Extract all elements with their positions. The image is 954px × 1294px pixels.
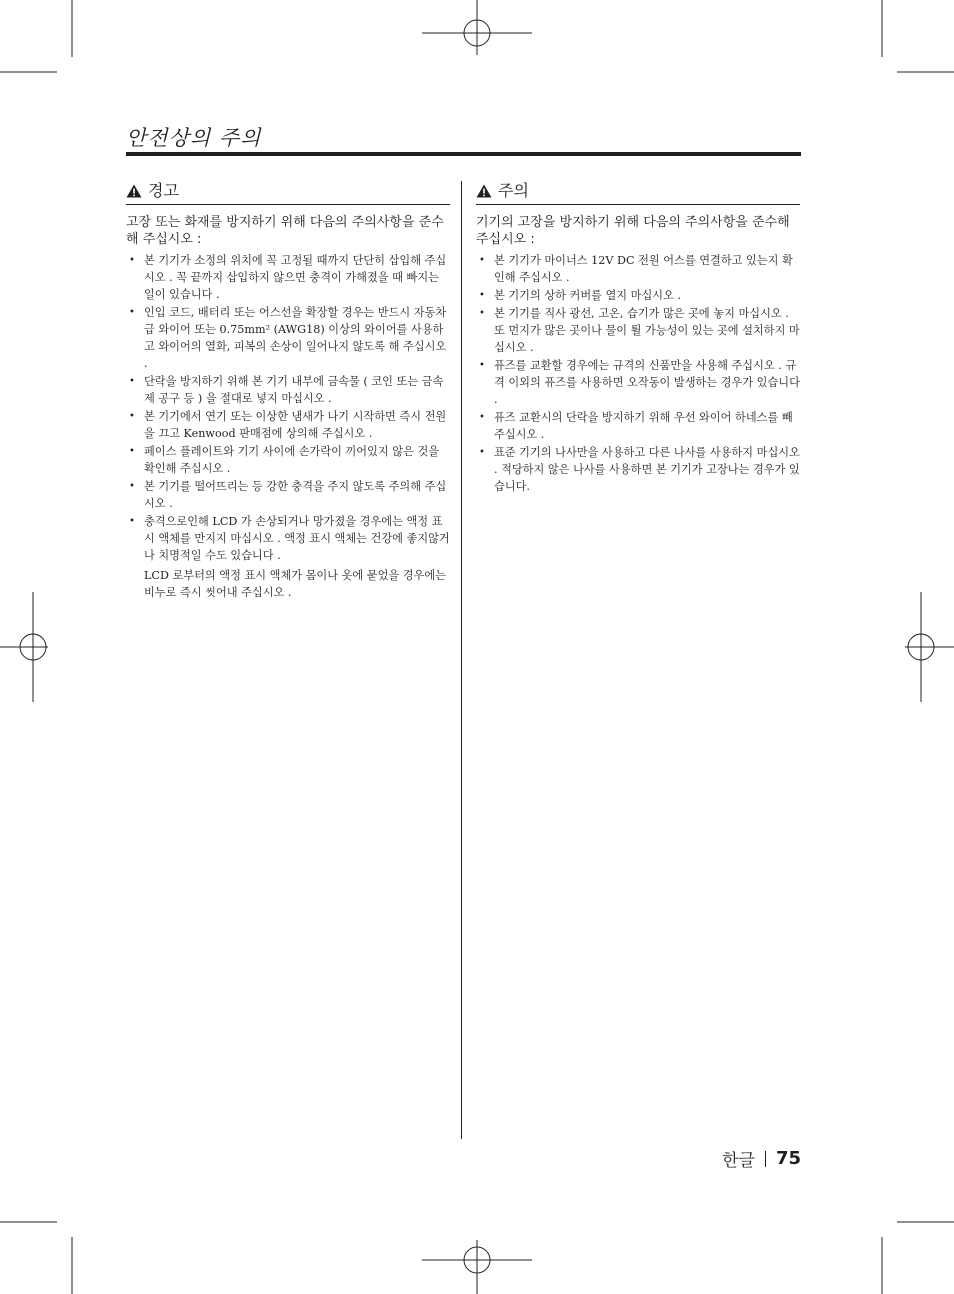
list-item: • 단락을 방지하기 위해 본 기기 내부에 금속물 ( 코인 또는 금속제 공구 등 ) 을 절대로 넣지 마십시오 . xyxy=(126,373,450,407)
footer-separator xyxy=(765,1151,766,1167)
page-title: 안전상의 주의 xyxy=(126,126,262,150)
caution-section xyxy=(476,178,800,496)
warning-heading-text: 경고 xyxy=(148,181,179,200)
list-item: • 표준 기기의 나사만을 사용하고 다른 나사를 사용하지 마십시오 . 적당하지 않은 나사를 사용하면 본 기기가 고장나는 경우가 있습니다. xyxy=(476,444,800,495)
warning-heading xyxy=(126,178,450,205)
list-item: • 본 기기에서 연기 또는 이상한 냄새가 나기 시작하면 즉시 전원을 끄고 Kenwood 판매점에 상의해 주십시오 . xyxy=(126,408,450,442)
warning-triangle-icon xyxy=(476,183,492,197)
warning-section xyxy=(126,178,450,602)
list-item: • 퓨즈를 교환할 경우에는 규격의 신품만을 사용해 주십시오 . 규격 이외의 퓨즈를 사용하면 오작동이 발생하는 경우가 있습니다 . xyxy=(476,357,800,408)
warning-triangle-icon xyxy=(126,183,142,197)
footer-language: 한글 xyxy=(722,1151,755,1171)
list-item: • 퓨즈 교환시의 단락을 방지하기 위해 우선 와이어 하네스를 빼 주십시오 . xyxy=(476,409,800,443)
page-footer xyxy=(722,1146,801,1171)
caution-list xyxy=(476,252,800,495)
list-item: • 본 기기가 소정의 위치에 꼭 고정될 때까지 단단히 삽입해 주십시오 . 꼭 끝까지 삽입하지 않으면 충격이 가해졌을 때 빠지는 일이 있습니다 . xyxy=(126,252,450,303)
column-divider xyxy=(461,181,462,1139)
caution-intro: 기기의 고장을 방지하기 위해 다음의 주의사항을 준수해 주십시오 : xyxy=(476,215,790,247)
list-item: • 본 기기를 직사 광선, 고온, 습기가 많은 곳에 놓지 마십시오 . 또 먼지가 많은 곳이나 물이 튈 가능성이 있는 곳에 설치하지 마십시오 . xyxy=(476,305,800,356)
list-item: • 본 기기가 마이너스 12V DC 전원 어스를 연결하고 있는지 확인해 주십시오 . xyxy=(476,252,800,286)
page-number: 75 xyxy=(775,1148,801,1169)
list-item: • 인입 코드, 배터리 또는 어스선을 확장할 경우는 반드시 자동차급 와이어 또는 0.75mm² (AWG18) 이상의 와이어를 사용하고 와이어의 열화, 피복의 손상이 일어나지 않도록 해 주십시오 . xyxy=(126,304,450,372)
warning-intro: 고장 또는 화재를 방지하기 위해 다음의 주의사항을 준수해 주십시오 : xyxy=(126,215,444,247)
warning-list xyxy=(126,252,450,601)
list-item: • 본 기기를 떨어뜨리는 등 강한 충격을 주지 않도록 주의해 주십시오 . xyxy=(126,478,450,512)
caution-heading-text: 주의 xyxy=(498,181,529,200)
list-item: • 충격으로인해 LCD 가 손상되거나 망가졌을 경우에는 액정 표시 액체를 만지지 마십시오 . 액정 표시 액체는 건강에 좋지않거나 치명적일 수도 있습니다 . xyxy=(126,513,450,564)
caution-heading xyxy=(476,178,800,205)
list-item-continuation: LCD 로부터의 액정 표시 액체가 몸이나 옷에 묻었을 경우에는 비누로 즉시 씻어내 주십시오 . xyxy=(144,569,446,599)
list-item: • 본 기기의 상하 커버를 열지 마십시오 . xyxy=(476,287,800,304)
list-item: • 페이스 플레이트와 기기 사이에 손가락이 끼어있지 않은 것을 확인해 주십시오 . xyxy=(126,443,450,477)
title-rule xyxy=(126,152,801,156)
